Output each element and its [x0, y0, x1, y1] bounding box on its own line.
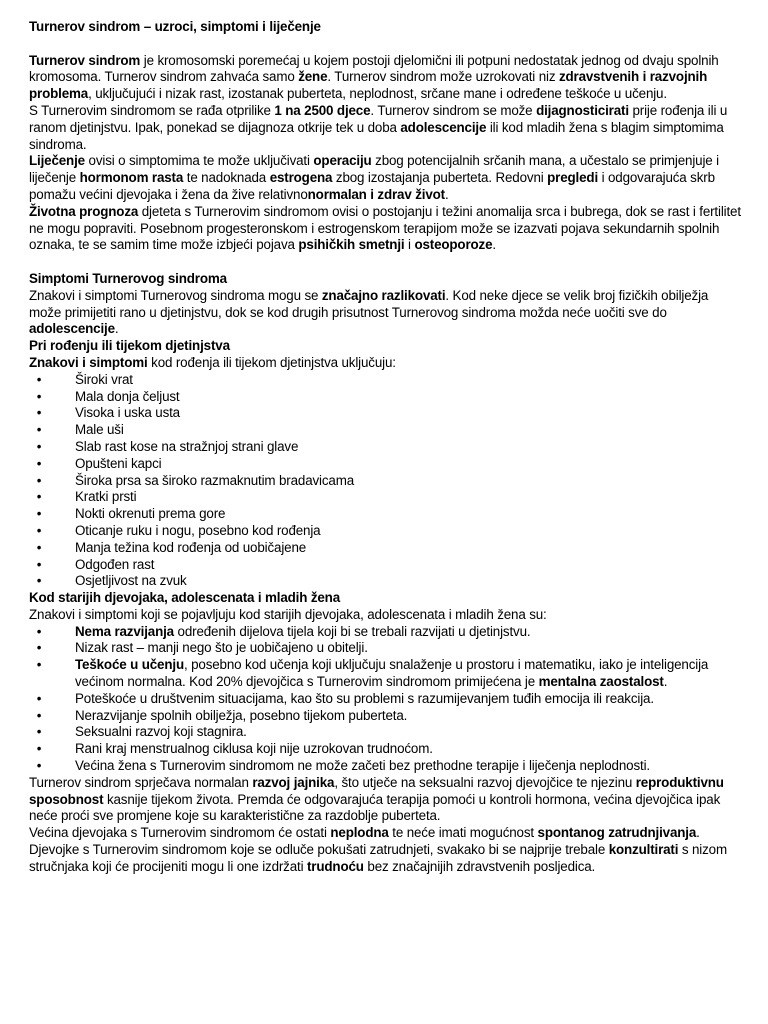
bullet-icon: •: [36, 522, 42, 538]
bold-text: spontanog zatrudnjivanja: [537, 825, 697, 841]
list-item: [29, 506, 741, 523]
bold-text: adolescencije: [29, 321, 115, 337]
text-run: Male uši: [75, 422, 124, 438]
text-run: kasnije tijekom života. Premda će odgovarajuća terapija pomoći u kontroli hormona, većina djevojčica ipak neće proći sve promjene koje su karakteristične za razdoblje puberteta.: [29, 791, 721, 824]
text-run: S Turnerovim sindromom se rađa otprilike: [29, 102, 275, 118]
bullet-icon: •: [36, 388, 42, 404]
section-heading-symptoms: Simptomi Turnerovog sindroma: [29, 270, 227, 286]
text-run: je kromosomski poremećaj u kojem postoji djelomični ili potpuni nedostatak jednog od dvaju spolnih kromosoma. Turnerov sindrom zahvaća samo: [29, 52, 719, 85]
list-item: [29, 624, 741, 641]
bold-text: dijagnosticirati: [536, 102, 629, 118]
bold-text: žene: [298, 69, 328, 85]
list-item: [29, 758, 741, 775]
text-run: Turnerov sindrom sprječava normalan: [29, 774, 253, 790]
bullet-icon: •: [36, 489, 42, 505]
bold-text: normalan i zdrav život: [307, 186, 445, 202]
text-run: Osjetljivost na zvuk: [75, 573, 187, 589]
list-item: [29, 456, 741, 473]
bullet-icon: •: [36, 690, 42, 706]
text-run: , posebno kod učenja koji uključuju snalaženje u prostoru i matematiku, iako je inteligencija većinom normalna. Kod 20% djevojčica s Turnerovim sindromom primijećena je: [75, 657, 709, 690]
text-run: , što utječe na seksualni razvoj djevojčice te njezinu: [334, 774, 636, 790]
bullet-icon: •: [36, 573, 42, 589]
bold-text: adolescencije: [400, 119, 487, 135]
bold-text: pregledi: [547, 170, 599, 186]
text-run: Rani kraj menstrualnog ciklusa koji nije uzrokovan trudnoćom.: [75, 741, 433, 757]
bold-text: neplodna: [330, 825, 389, 841]
list-item: [29, 540, 741, 557]
text-run: određenih dijelova tijela koji bi se trebali razvijati u djetinjstvu.: [173, 623, 531, 639]
text-run: te neće imati mogućnost: [388, 825, 538, 841]
older-intro-paragraph: [29, 607, 741, 624]
list-item: [29, 389, 741, 406]
text-run: djeteta s Turnerovim sindromom ovisi o postojanju i težini anomalija srca i bubrega, dok se rast i fertilitet ne mogu popraviti. Posebnom progesteronskom i estrogenskom terapijom može se izazvati pojava sekundarnih spolnih oznaka, te se samim time može izbjeći pojava: [29, 203, 741, 253]
spacer: [29, 36, 741, 53]
older-symptom-list: [29, 624, 741, 775]
text-run: .: [114, 321, 119, 337]
text-run: s nizom stručnjaka koji će procijeniti mogu li one izdržati: [29, 842, 727, 874]
bullet-icon: •: [36, 405, 42, 421]
bold-text: mentalna zaostalost: [538, 674, 664, 690]
outro-paragraph-2: [29, 825, 741, 875]
text-run: Slab rast kose na stražnjoj strani glave: [75, 438, 299, 454]
text-run: i: [404, 237, 415, 253]
text-run: . Kod neke djece se velik broj fizičkih obilježja može primijetiti rano u djetinjstvu, dok se kod drugih prisutnost Turnerovog sindroma možda neće uočiti sve do: [29, 287, 709, 320]
bullet-icon: •: [36, 623, 42, 639]
birth-intro-paragraph: [29, 355, 741, 372]
bullet-icon: •: [36, 506, 42, 522]
bullet-icon: •: [36, 657, 42, 673]
text-run: Kratki prsti: [75, 489, 137, 505]
subheading-older-girls: Kod starijih djevojaka, adolescenata i mladih žena: [29, 590, 341, 606]
text-run: Manja težina kod rođenja od uobičajene: [75, 539, 307, 555]
text-run: Nerazvijanje spolnih obilježja, posebno tijekom puberteta.: [75, 707, 408, 723]
bold-text: značajno razlikovati: [321, 287, 446, 303]
list-item: [29, 372, 741, 389]
bullet-icon: •: [36, 758, 42, 774]
bold-text: Turnerov sindrom: [29, 52, 141, 68]
list-item: [29, 724, 741, 741]
text-run: Visoka i uska usta: [75, 405, 180, 421]
bold-text: zdravstvenih i razvojnih problema: [29, 69, 708, 102]
text-run: ovisi o simptomima te može uključivati: [84, 153, 314, 169]
bullet-icon: •: [36, 741, 42, 757]
text-run: prije rođenja ili u ranom djetinjstvu. Ipak, ponekad se dijagnoza otkrije tek u doba: [29, 102, 728, 135]
list-item: [29, 741, 741, 758]
bullet-icon: •: [36, 707, 42, 723]
text-run: , uključujući i nizak rast, izostanak puberteta, neplodnost, srčane mane i određene teškoće u učenju.: [88, 86, 667, 102]
bold-text: osteoporoze: [414, 237, 493, 253]
text-run: bez značajnijih zdravstvenih posljedica.: [363, 858, 596, 874]
bold-text: konzultirati: [608, 842, 679, 858]
text-run: Znakovi i simptomi koji se pojavljuju kod starijih djevojaka, adolescenata i mladih žena su:: [29, 606, 547, 622]
text-run: zbog izostajanja puberteta. Redovni: [332, 170, 548, 186]
intro-paragraph-4: [29, 204, 741, 254]
list-item: [29, 489, 741, 506]
list-item: [29, 473, 741, 490]
bold-text: Teškoće u učenju: [75, 657, 184, 673]
bullet-icon: •: [36, 438, 42, 454]
bold-text: Nema razvijanja: [75, 623, 174, 639]
text-run: Seksualni razvoj koji stagnira.: [75, 724, 247, 740]
list-item: [29, 640, 741, 657]
text-run: kod rođenja ili tijekom djetinjstva uključuju:: [147, 354, 396, 370]
text-run: Poteškoće u društvenim situacijama, kao što su problemi s razumijevanjem tuđih emocija ili reakcija.: [75, 690, 654, 706]
text-run: .: [492, 237, 496, 253]
bullet-icon: •: [36, 640, 42, 656]
bullet-icon: •: [36, 724, 42, 740]
symptoms-intro-paragraph: [29, 288, 741, 338]
list-item: [29, 405, 741, 422]
spacer: [29, 254, 741, 271]
list-item: [29, 691, 741, 708]
text-run: .: [444, 186, 449, 202]
list-item: [29, 708, 741, 725]
text-run: Opušteni kapci: [75, 455, 162, 471]
bullet-icon: •: [36, 455, 42, 471]
text-run: . Djevojke s Turnerovim sindromom koje se odluče pokušati zatrudnjeti, svakako bi se najprije trebale: [29, 825, 700, 858]
bold-text: trudnoću: [307, 858, 364, 874]
birth-symptom-list: [29, 372, 741, 590]
text-run: Većina djevojaka s Turnerovim sindromom će ostati: [29, 825, 331, 841]
text-run: ili kod mladih žena s blagim simptomima sindroma.: [29, 119, 724, 152]
text-run: i odgovarajuća skrb pomažu većini djevojaka i žena da žive relativno: [29, 170, 715, 202]
bold-text: Liječenje: [29, 153, 85, 169]
document-page: [29, 19, 741, 876]
text-run: .: [663, 674, 668, 690]
bullet-icon: •: [36, 472, 42, 488]
bold-text: Životna prognoza: [29, 203, 139, 219]
bold-text: 1 na 2500 djece: [274, 102, 371, 118]
bullet-icon: •: [36, 371, 42, 387]
intro-paragraph-1: [29, 53, 741, 103]
text-run: Mala donja čeljust: [75, 388, 180, 404]
list-item: [29, 657, 741, 691]
list-item: [29, 439, 741, 456]
intro-paragraph-2: [29, 103, 741, 153]
list-item: [29, 422, 741, 439]
bold-text: reproduktivnu sposobnost: [29, 774, 724, 807]
text-run: Široka prsa sa široko razmaknutim bradavicama: [75, 472, 355, 488]
text-run: Znakovi i simptomi Turnerovog sindroma mogu se: [29, 287, 322, 303]
list-item: [29, 557, 741, 574]
text-run: Nizak rast – manji nego što je uobičajeno u obitelji.: [75, 640, 368, 656]
text-run: . Turnerov sindrom može uzrokovati niz: [327, 69, 559, 85]
list-item: [29, 523, 741, 540]
text-run: . Turnerov sindrom se može: [370, 102, 537, 118]
bold-text: operaciju: [313, 153, 372, 169]
bullet-icon: •: [36, 556, 42, 572]
text-run: Oticanje ruku i nogu, posebno kod rođenja: [75, 522, 321, 538]
text-run: zbog potencijalnih srčanih mana, a učestalo se primjenjuje i liječenje: [29, 153, 719, 186]
bullet-icon: •: [36, 422, 42, 438]
bold-text: hormonom rasta: [79, 170, 184, 186]
bold-text: estrogena: [269, 170, 333, 186]
text-run: te nadoknada: [183, 170, 270, 186]
bold-text: psihičkih smetnji: [298, 237, 405, 253]
text-run: Odgođen rast: [75, 556, 155, 572]
text-run: Nokti okrenuti prema gore: [75, 506, 226, 522]
outro-paragraph-1: [29, 775, 741, 825]
subheading-birth-childhood: Pri rođenju ili tijekom djetinjstva: [29, 338, 230, 354]
list-item: [29, 573, 741, 590]
bold-text: razvoj jajnika: [252, 774, 335, 790]
bold-text: Znakovi i simptomi: [29, 354, 148, 370]
intro-paragraph-3: [29, 153, 741, 203]
bullet-icon: •: [36, 539, 42, 555]
document-title: Turnerov sindrom – uzroci, simptomi i liječenje: [29, 19, 321, 34]
text-run: Široki vrat: [75, 371, 133, 387]
text-run: Većina žena s Turnerovim sindromom ne može začeti bez prethodne terapije i liječenja neplodnosti.: [75, 758, 650, 774]
